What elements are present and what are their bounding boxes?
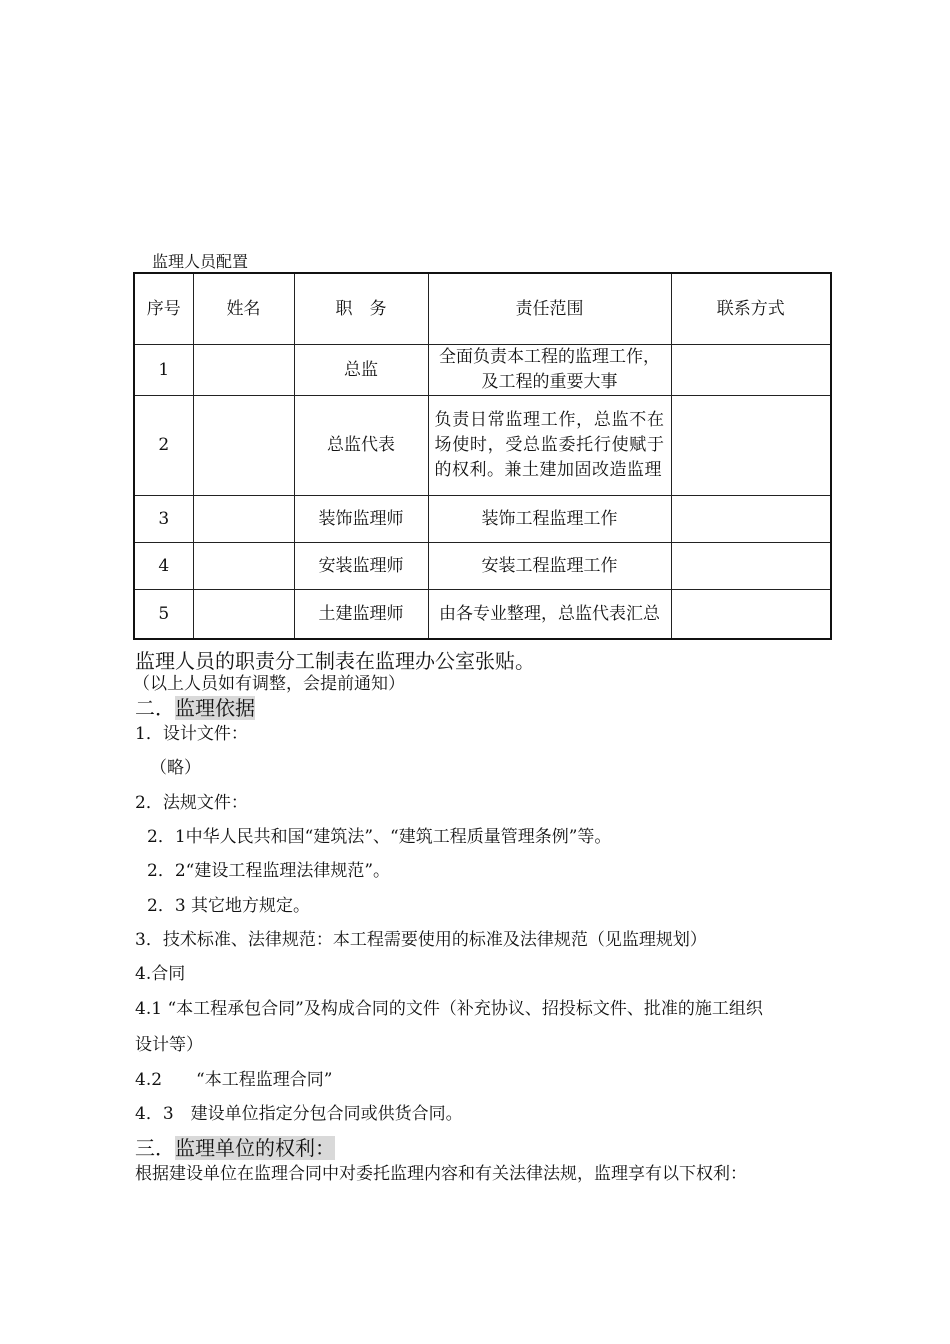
cell-scope: 安装工程监理工作 bbox=[428, 543, 671, 590]
cell-no: 3 bbox=[134, 496, 193, 543]
list-item: 4.合同 bbox=[135, 964, 186, 984]
list-item: 4.2 “本工程监理合同” bbox=[135, 1070, 333, 1090]
heading-text: 监理依据 bbox=[175, 696, 255, 720]
list-item: 2．2“建设工程监理法律规范”。 bbox=[147, 861, 391, 881]
section-heading-rights bbox=[135, 1132, 335, 1161]
cell-no: 4 bbox=[134, 543, 193, 590]
cell-scope: 全面负责本工程的监理工作，及工程的重要大事 bbox=[428, 345, 671, 396]
list-item: 2．3 其它地方规定。 bbox=[147, 896, 311, 916]
cell-contact bbox=[671, 590, 831, 640]
heading-number: 三． bbox=[135, 1136, 175, 1160]
col-header-contact: 联系方式 bbox=[671, 273, 831, 345]
cell-role: 总监代表 bbox=[294, 396, 428, 496]
posting-note: 监理人员的职责分工制表在监理办公室张贴。 bbox=[135, 649, 535, 673]
cell-name bbox=[193, 396, 294, 496]
table-row bbox=[134, 543, 831, 590]
cell-contact bbox=[671, 345, 831, 396]
section-heading-basis bbox=[135, 692, 255, 721]
cell-role: 安装监理师 bbox=[294, 543, 428, 590]
table-row bbox=[134, 590, 831, 640]
table-header-row bbox=[134, 273, 831, 345]
cell-no: 2 bbox=[134, 396, 193, 496]
heading-number: 二． bbox=[135, 696, 175, 720]
table-row bbox=[134, 345, 831, 396]
list-item: 3．技术标准、法律规范：本工程需要使用的标准及法律规范（见监理规划） bbox=[135, 930, 707, 950]
table-row bbox=[134, 396, 831, 496]
cell-role: 装饰监理师 bbox=[294, 496, 428, 543]
col-header-role: 职 务 bbox=[294, 273, 428, 345]
heading-text: 监理单位的权利： bbox=[175, 1136, 335, 1160]
cell-scope: 装饰工程监理工作 bbox=[428, 496, 671, 543]
cell-name bbox=[193, 543, 294, 590]
cell-contact bbox=[671, 543, 831, 590]
list-item: 2．法规文件： bbox=[135, 793, 248, 813]
table-row bbox=[134, 496, 831, 543]
col-header-no: 序号 bbox=[134, 273, 193, 345]
cell-name bbox=[193, 345, 294, 396]
cell-contact bbox=[671, 496, 831, 543]
cell-no: 5 bbox=[134, 590, 193, 640]
cell-name bbox=[193, 496, 294, 543]
list-item: 1．设计文件： bbox=[135, 724, 248, 744]
cell-no: 1 bbox=[134, 345, 193, 396]
cell-scope: 负责日常监理工作，总监不在场使时，受总监委托行使赋于的权利。兼土建加固改造监理 bbox=[428, 396, 671, 496]
cell-role: 土建监理师 bbox=[294, 590, 428, 640]
col-header-name: 姓名 bbox=[193, 273, 294, 345]
table-caption: 监理人员配置 bbox=[152, 252, 249, 271]
cell-scope: 由各专业整理，总监代表汇总 bbox=[428, 590, 671, 640]
rights-intro: 根据建设单位在监理合同中对委托监理内容和有关法律法规，监理享有以下权利： bbox=[135, 1164, 747, 1184]
list-item: （略） bbox=[150, 758, 201, 778]
cell-contact bbox=[671, 396, 831, 496]
adjust-note: （以上人员如有调整，会提前通知） bbox=[133, 674, 405, 694]
col-header-scope: 责任范围 bbox=[428, 273, 671, 345]
list-item: 4.1 “本工程承包合同”及构成合同的文件（补充协议、招投标文件、批准的施工组织 bbox=[135, 999, 763, 1019]
staff-table bbox=[133, 272, 832, 640]
list-item: 2．1中华人民共和国“建筑法”、“建筑工程质量管理条例”等。 bbox=[147, 827, 612, 847]
list-item: 设计等） bbox=[135, 1035, 203, 1055]
list-item: 4．3 建设单位指定分包合同或供货合同。 bbox=[135, 1104, 463, 1124]
cell-name bbox=[193, 590, 294, 640]
cell-role: 总监 bbox=[294, 345, 428, 396]
